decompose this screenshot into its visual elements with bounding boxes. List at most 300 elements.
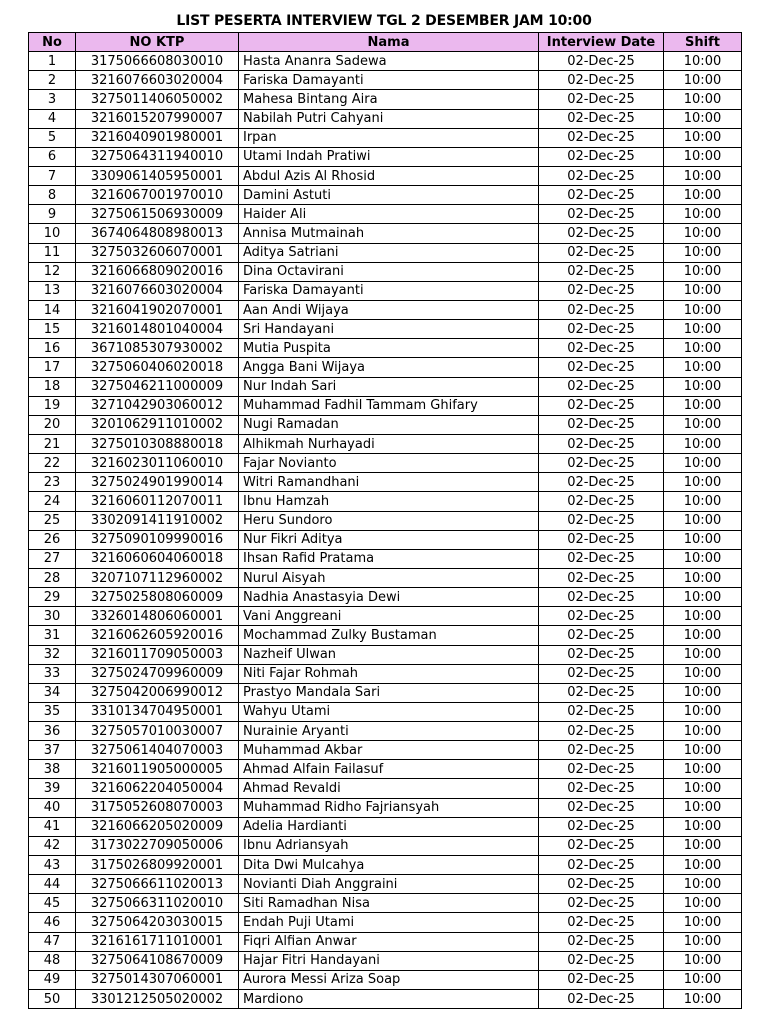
cell-no: 40 — [29, 798, 76, 817]
table-row — [29, 817, 742, 836]
cell-nama: Niti Fajar Rohmah — [239, 664, 539, 683]
cell-interview-date: 02-Dec-25 — [539, 90, 664, 109]
cell-interview-date: 02-Dec-25 — [539, 262, 664, 281]
cell-shift: 10:00 — [664, 702, 742, 721]
cell-no-ktp: 3275024901990014 — [76, 473, 239, 492]
cell-interview-date: 02-Dec-25 — [539, 128, 664, 147]
cell-shift: 10:00 — [664, 894, 742, 913]
cell-interview-date: 02-Dec-25 — [539, 760, 664, 779]
cell-nama: Ibnu Hamzah — [239, 492, 539, 511]
cell-no: 15 — [29, 320, 76, 339]
cell-interview-date: 02-Dec-25 — [539, 396, 664, 415]
cell-no-ktp: 3326014806060001 — [76, 607, 239, 626]
cell-no-ktp: 3216066205020009 — [76, 817, 239, 836]
cell-no: 29 — [29, 588, 76, 607]
cell-no-ktp: 3275057010030007 — [76, 722, 239, 741]
cell-shift: 10:00 — [664, 339, 742, 358]
cell-no-ktp: 3275024709960009 — [76, 664, 239, 683]
cell-shift: 10:00 — [664, 243, 742, 262]
cell-no: 18 — [29, 377, 76, 396]
column-header-no-ktp: NO KTP — [76, 33, 239, 52]
cell-shift: 10:00 — [664, 798, 742, 817]
cell-nama: Muhammad Ridho Fajriansyah — [239, 798, 539, 817]
cell-shift: 10:00 — [664, 683, 742, 702]
table-row — [29, 186, 742, 205]
table-row — [29, 875, 742, 894]
cell-nama: Mardiono — [239, 990, 539, 1009]
cell-no-ktp: 3275066311020010 — [76, 894, 239, 913]
cell-interview-date: 02-Dec-25 — [539, 951, 664, 970]
table-row — [29, 568, 742, 587]
cell-shift: 10:00 — [664, 932, 742, 951]
cell-no-ktp: 3275066611020013 — [76, 875, 239, 894]
table-row — [29, 492, 742, 511]
cell-no: 36 — [29, 722, 76, 741]
cell-shift: 10:00 — [664, 588, 742, 607]
cell-no: 2 — [29, 71, 76, 90]
cell-nama: Siti Ramadhan Nisa — [239, 894, 539, 913]
table-row — [29, 473, 742, 492]
cell-no-ktp: 3275046211000009 — [76, 377, 239, 396]
cell-no: 43 — [29, 856, 76, 875]
cell-no-ktp: 3216011709050003 — [76, 645, 239, 664]
cell-nama: Nazheif Ulwan — [239, 645, 539, 664]
table-row — [29, 243, 742, 262]
cell-no: 46 — [29, 913, 76, 932]
table-row — [29, 683, 742, 702]
cell-no: 21 — [29, 434, 76, 453]
cell-no-ktp: 3216041902070001 — [76, 300, 239, 319]
cell-nama: Ahmad Revaldi — [239, 779, 539, 798]
cell-nama: Aurora Messi Ariza Soap — [239, 970, 539, 989]
cell-nama: Haider Ali — [239, 205, 539, 224]
table-header-row — [29, 33, 742, 52]
cell-no: 28 — [29, 568, 76, 587]
cell-no: 47 — [29, 932, 76, 951]
cell-nama: Aditya Satriani — [239, 243, 539, 262]
cell-interview-date: 02-Dec-25 — [539, 664, 664, 683]
cell-interview-date: 02-Dec-25 — [539, 817, 664, 836]
cell-nama: Annisa Mutmainah — [239, 224, 539, 243]
table-row — [29, 166, 742, 185]
cell-no-ktp: 3216011905000005 — [76, 760, 239, 779]
cell-no: 33 — [29, 664, 76, 683]
cell-no: 5 — [29, 128, 76, 147]
cell-nama: Angga Bani Wijaya — [239, 358, 539, 377]
cell-shift: 10:00 — [664, 760, 742, 779]
cell-no-ktp: 3175052608070003 — [76, 798, 239, 817]
cell-no-ktp: 3275014307060001 — [76, 970, 239, 989]
cell-interview-date: 02-Dec-25 — [539, 836, 664, 855]
cell-shift: 10:00 — [664, 300, 742, 319]
cell-shift: 10:00 — [664, 224, 742, 243]
table-row — [29, 71, 742, 90]
cell-no-ktp: 3216023011060010 — [76, 454, 239, 473]
cell-no: 23 — [29, 473, 76, 492]
cell-no-ktp: 3275061506930009 — [76, 205, 239, 224]
cell-shift: 10:00 — [664, 434, 742, 453]
cell-nama: Heru Sundoro — [239, 511, 539, 530]
cell-shift: 10:00 — [664, 71, 742, 90]
cell-no: 48 — [29, 951, 76, 970]
cell-no: 20 — [29, 415, 76, 434]
cell-nama: Ibnu Adriansyah — [239, 836, 539, 855]
cell-interview-date: 02-Dec-25 — [539, 588, 664, 607]
cell-shift: 10:00 — [664, 262, 742, 281]
cell-no: 9 — [29, 205, 76, 224]
cell-interview-date: 02-Dec-25 — [539, 702, 664, 721]
cell-no: 7 — [29, 166, 76, 185]
cell-interview-date: 02-Dec-25 — [539, 990, 664, 1009]
cell-interview-date: 02-Dec-25 — [539, 932, 664, 951]
cell-nama: Endah Puji Utami — [239, 913, 539, 932]
table-row — [29, 588, 742, 607]
cell-no-ktp: 3674064808980013 — [76, 224, 239, 243]
cell-nama: Nurul Aisyah — [239, 568, 539, 587]
table-row — [29, 664, 742, 683]
cell-interview-date: 02-Dec-25 — [539, 339, 664, 358]
table-row — [29, 932, 742, 951]
cell-interview-date: 02-Dec-25 — [539, 415, 664, 434]
cell-shift: 10:00 — [664, 875, 742, 894]
cell-no-ktp: 3216060604060018 — [76, 549, 239, 568]
cell-shift: 10:00 — [664, 415, 742, 434]
cell-no-ktp: 3310134704950001 — [76, 702, 239, 721]
cell-interview-date: 02-Dec-25 — [539, 52, 664, 71]
cell-no-ktp: 3275011406050002 — [76, 90, 239, 109]
cell-nama: Nurainie Aryanti — [239, 722, 539, 741]
cell-shift: 10:00 — [664, 913, 742, 932]
cell-shift: 10:00 — [664, 664, 742, 683]
cell-no: 24 — [29, 492, 76, 511]
table-row — [29, 205, 742, 224]
cell-no-ktp: 3216062204050004 — [76, 779, 239, 798]
cell-no: 39 — [29, 779, 76, 798]
cell-nama: Mutia Puspita — [239, 339, 539, 358]
participant-table — [28, 32, 742, 1009]
cell-no-ktp: 3302091411910002 — [76, 511, 239, 530]
cell-shift: 10:00 — [664, 645, 742, 664]
cell-interview-date: 02-Dec-25 — [539, 358, 664, 377]
cell-nama: Hajar Fitri Handayani — [239, 951, 539, 970]
cell-no: 35 — [29, 702, 76, 721]
cell-interview-date: 02-Dec-25 — [539, 875, 664, 894]
cell-no-ktp: 3175066608030010 — [76, 52, 239, 71]
cell-no-ktp: 3309061405950001 — [76, 166, 239, 185]
column-header-nama: Nama — [239, 33, 539, 52]
cell-interview-date: 02-Dec-25 — [539, 454, 664, 473]
cell-nama: Vani Anggreani — [239, 607, 539, 626]
table-row — [29, 358, 742, 377]
cell-nama: Muhammad Akbar — [239, 741, 539, 760]
cell-no: 42 — [29, 836, 76, 855]
cell-no-ktp: 3216067001970010 — [76, 186, 239, 205]
table-row — [29, 894, 742, 913]
cell-interview-date: 02-Dec-25 — [539, 913, 664, 932]
cell-no-ktp: 3301212505020002 — [76, 990, 239, 1009]
table-row — [29, 951, 742, 970]
cell-no-ktp: 3173022709050006 — [76, 836, 239, 855]
cell-no-ktp: 3275025808060009 — [76, 588, 239, 607]
column-header-no: No — [29, 33, 76, 52]
cell-no: 50 — [29, 990, 76, 1009]
table-row — [29, 779, 742, 798]
table-row — [29, 320, 742, 339]
cell-no-ktp: 3216062605920016 — [76, 626, 239, 645]
cell-nama: Fajar Novianto — [239, 454, 539, 473]
cell-interview-date: 02-Dec-25 — [539, 511, 664, 530]
cell-nama: Ihsan Rafid Pratama — [239, 549, 539, 568]
cell-nama: Aan Andi Wijaya — [239, 300, 539, 319]
cell-no: 41 — [29, 817, 76, 836]
cell-no: 26 — [29, 530, 76, 549]
table-row — [29, 511, 742, 530]
cell-interview-date: 02-Dec-25 — [539, 798, 664, 817]
cell-nama: Nabilah Putri Cahyani — [239, 109, 539, 128]
cell-nama: Abdul Azis Al Rhosid — [239, 166, 539, 185]
cell-shift: 10:00 — [664, 320, 742, 339]
cell-no: 27 — [29, 549, 76, 568]
cell-no-ktp: 3275064203030015 — [76, 913, 239, 932]
cell-no-ktp: 3671085307930002 — [76, 339, 239, 358]
cell-shift: 10:00 — [664, 779, 742, 798]
cell-nama: Fariska Damayanti — [239, 281, 539, 300]
cell-no: 22 — [29, 454, 76, 473]
cell-no-ktp: 3201062911010002 — [76, 415, 239, 434]
table-row — [29, 90, 742, 109]
table-row — [29, 970, 742, 989]
cell-nama: Ahmad Alfain Failasuf — [239, 760, 539, 779]
cell-no-ktp: 3271042903060012 — [76, 396, 239, 415]
cell-shift: 10:00 — [664, 147, 742, 166]
cell-interview-date: 02-Dec-25 — [539, 722, 664, 741]
cell-shift: 10:00 — [664, 970, 742, 989]
column-header-interview-date: Interview Date — [539, 33, 664, 52]
table-row — [29, 377, 742, 396]
cell-interview-date: 02-Dec-25 — [539, 205, 664, 224]
table-row — [29, 798, 742, 817]
table-row — [29, 702, 742, 721]
table-row — [29, 396, 742, 415]
cell-no-ktp: 3216040901980001 — [76, 128, 239, 147]
cell-interview-date: 02-Dec-25 — [539, 568, 664, 587]
cell-nama: Fiqri Alfian Anwar — [239, 932, 539, 951]
cell-no-ktp: 3275090109990016 — [76, 530, 239, 549]
table-row — [29, 856, 742, 875]
cell-shift: 10:00 — [664, 836, 742, 855]
table-row — [29, 434, 742, 453]
cell-nama: Mochammad Zulky Bustaman — [239, 626, 539, 645]
table-row — [29, 626, 742, 645]
cell-shift: 10:00 — [664, 109, 742, 128]
cell-nama: Adelia Hardianti — [239, 817, 539, 836]
cell-shift: 10:00 — [664, 741, 742, 760]
cell-interview-date: 02-Dec-25 — [539, 970, 664, 989]
table-row — [29, 760, 742, 779]
cell-shift: 10:00 — [664, 549, 742, 568]
cell-shift: 10:00 — [664, 281, 742, 300]
cell-no: 16 — [29, 339, 76, 358]
cell-no: 45 — [29, 894, 76, 913]
cell-interview-date: 02-Dec-25 — [539, 281, 664, 300]
document-title: LIST PESERTA INTERVIEW TGL 2 DESEMBER JAM 10:00 — [176, 13, 592, 29]
table-row — [29, 530, 742, 549]
cell-shift: 10:00 — [664, 396, 742, 415]
cell-shift: 10:00 — [664, 186, 742, 205]
cell-interview-date: 02-Dec-25 — [539, 147, 664, 166]
cell-no: 1 — [29, 52, 76, 71]
table-row — [29, 836, 742, 855]
cell-no-ktp: 3275060406020018 — [76, 358, 239, 377]
cell-shift: 10:00 — [664, 856, 742, 875]
cell-no-ktp: 3216076603020004 — [76, 71, 239, 90]
cell-interview-date: 02-Dec-25 — [539, 856, 664, 875]
cell-no: 34 — [29, 683, 76, 702]
cell-no: 10 — [29, 224, 76, 243]
cell-shift: 10:00 — [664, 166, 742, 185]
cell-nama: Nugi Ramadan — [239, 415, 539, 434]
cell-no: 44 — [29, 875, 76, 894]
cell-nama: Witri Ramandhani — [239, 473, 539, 492]
cell-no-ktp: 3207107112960002 — [76, 568, 239, 587]
cell-interview-date: 02-Dec-25 — [539, 320, 664, 339]
cell-no-ktp: 3275061404070003 — [76, 741, 239, 760]
cell-no: 3 — [29, 90, 76, 109]
table-row — [29, 913, 742, 932]
cell-no-ktp: 3175026809920001 — [76, 856, 239, 875]
cell-nama: Hasta Ananra Sadewa — [239, 52, 539, 71]
cell-no: 17 — [29, 358, 76, 377]
cell-shift: 10:00 — [664, 358, 742, 377]
cell-shift: 10:00 — [664, 454, 742, 473]
cell-interview-date: 02-Dec-25 — [539, 779, 664, 798]
cell-interview-date: 02-Dec-25 — [539, 894, 664, 913]
table-row — [29, 607, 742, 626]
cell-shift: 10:00 — [664, 205, 742, 224]
cell-shift: 10:00 — [664, 511, 742, 530]
column-header-shift: Shift — [664, 33, 742, 52]
cell-interview-date: 02-Dec-25 — [539, 741, 664, 760]
cell-interview-date: 02-Dec-25 — [539, 530, 664, 549]
cell-no: 11 — [29, 243, 76, 262]
cell-interview-date: 02-Dec-25 — [539, 166, 664, 185]
cell-no: 38 — [29, 760, 76, 779]
cell-interview-date: 02-Dec-25 — [539, 683, 664, 702]
cell-interview-date: 02-Dec-25 — [539, 377, 664, 396]
cell-nama: Utami Indah Pratiwi — [239, 147, 539, 166]
cell-nama: Dita Dwi Mulcahya — [239, 856, 539, 875]
cell-nama: Irpan — [239, 128, 539, 147]
cell-interview-date: 02-Dec-25 — [539, 473, 664, 492]
cell-nama: Dina Octavirani — [239, 262, 539, 281]
table-row — [29, 549, 742, 568]
table-row — [29, 224, 742, 243]
table-row — [29, 128, 742, 147]
table-row — [29, 990, 742, 1009]
cell-shift: 10:00 — [664, 568, 742, 587]
cell-no-ktp: 3275042006990012 — [76, 683, 239, 702]
table-row — [29, 262, 742, 281]
cell-no: 30 — [29, 607, 76, 626]
cell-nama: Alhikmah Nurhayadi — [239, 434, 539, 453]
cell-no: 13 — [29, 281, 76, 300]
cell-no: 37 — [29, 741, 76, 760]
cell-no: 32 — [29, 645, 76, 664]
cell-shift: 10:00 — [664, 492, 742, 511]
cell-no: 8 — [29, 186, 76, 205]
cell-no: 19 — [29, 396, 76, 415]
cell-shift: 10:00 — [664, 90, 742, 109]
cell-no-ktp: 3216076603020004 — [76, 281, 239, 300]
cell-no: 4 — [29, 109, 76, 128]
cell-shift: 10:00 — [664, 52, 742, 71]
cell-interview-date: 02-Dec-25 — [539, 71, 664, 90]
cell-interview-date: 02-Dec-25 — [539, 492, 664, 511]
cell-no: 31 — [29, 626, 76, 645]
cell-nama: Damini Astuti — [239, 186, 539, 205]
cell-interview-date: 02-Dec-25 — [539, 549, 664, 568]
cell-no-ktp: 3216066809020016 — [76, 262, 239, 281]
cell-nama: Sri Handayani — [239, 320, 539, 339]
table-row — [29, 281, 742, 300]
cell-nama: Nur Fikri Aditya — [239, 530, 539, 549]
cell-interview-date: 02-Dec-25 — [539, 224, 664, 243]
cell-interview-date: 02-Dec-25 — [539, 243, 664, 262]
cell-no-ktp: 3275064108670009 — [76, 951, 239, 970]
cell-no: 12 — [29, 262, 76, 281]
cell-nama: Nadhia Anastasyia Dewi — [239, 588, 539, 607]
cell-no-ktp: 3216015207990007 — [76, 109, 239, 128]
table-row — [29, 454, 742, 473]
cell-no-ktp: 3275064311940010 — [76, 147, 239, 166]
cell-shift: 10:00 — [664, 530, 742, 549]
cell-no-ktp: 3216161711010001 — [76, 932, 239, 951]
cell-no-ktp: 3275032606070001 — [76, 243, 239, 262]
cell-interview-date: 02-Dec-25 — [539, 300, 664, 319]
table-row — [29, 52, 742, 71]
cell-shift: 10:00 — [664, 722, 742, 741]
cell-shift: 10:00 — [664, 607, 742, 626]
cell-shift: 10:00 — [664, 990, 742, 1009]
cell-shift: 10:00 — [664, 377, 742, 396]
cell-interview-date: 02-Dec-25 — [539, 186, 664, 205]
cell-shift: 10:00 — [664, 817, 742, 836]
cell-shift: 10:00 — [664, 951, 742, 970]
cell-nama: Prastyo Mandala Sari — [239, 683, 539, 702]
cell-shift: 10:00 — [664, 473, 742, 492]
cell-nama: Wahyu Utami — [239, 702, 539, 721]
table-row — [29, 645, 742, 664]
table-body — [29, 52, 742, 1009]
table-row — [29, 109, 742, 128]
cell-no: 25 — [29, 511, 76, 530]
cell-no-ktp: 3275010308880018 — [76, 434, 239, 453]
cell-no-ktp: 3216014801040004 — [76, 320, 239, 339]
cell-no: 6 — [29, 147, 76, 166]
cell-nama: Novianti Diah Anggraini — [239, 875, 539, 894]
cell-shift: 10:00 — [664, 626, 742, 645]
cell-interview-date: 02-Dec-25 — [539, 607, 664, 626]
table-row — [29, 339, 742, 358]
cell-shift: 10:00 — [664, 128, 742, 147]
table-row — [29, 741, 742, 760]
table-row — [29, 722, 742, 741]
table-row — [29, 300, 742, 319]
cell-nama: Nur Indah Sari — [239, 377, 539, 396]
table-row — [29, 415, 742, 434]
cell-no-ktp: 3216060112070011 — [76, 492, 239, 511]
cell-nama: Fariska Damayanti — [239, 71, 539, 90]
